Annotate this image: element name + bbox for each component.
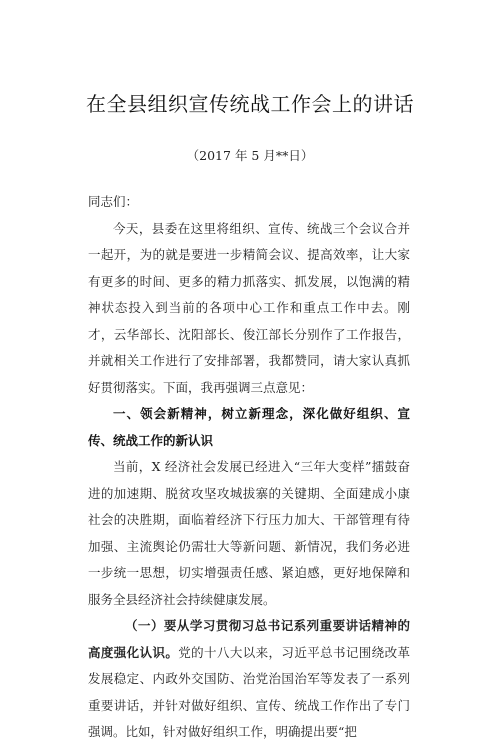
subsection-1-text: 党的十八大以来，习近平总书记围绕改革发展稳定、内政外交国防、治党治国治军等发表了一系列重要讲话，并针对做好组织、宣传、统战工作作出了专门强调。比如，针对做好组织工作，明确提出要“把 [88,644,410,739]
paragraph-intro: 今天，县委在这里将组织、宣传、统战三个会议合并一起开，为的就是要进一步精简会议、提高效率，让大家有更多的时间、更多的精力抓落实、抓发展，以饱满的精神状态投入到当前的各项中心工作和重点工作中去。刚才，云华部长、沈阳部长、俊江部长分别作了工作报告，并就相关工作进行了安排部署，我都赞同，请大家认真抓好贯彻落实。下面，我再强调三点意见： [88,220,410,395]
document-body [88,189,410,746]
document-title: 在全县组织宣传统战工作会上的讲话 [86,92,414,116]
document-date: （2017 年 5 月**日） [186,148,314,163]
section-heading-1: 一、领会新精神，树立新理念，深化做好组织、宣传、统战工作的新认识 [88,406,410,448]
subsection-1-heading: （一）要从学习贯彻习总书记系列重要讲话精神的高度强化认识。 [88,618,410,660]
paragraph-current-situation: 当前，X 经济社会发展已经进入“三年大变样”擂鼓奋进的加速期、脱贫攻坚攻城拔寨的关键期、全面建成小康社会的决胜期，面临着经济下行压力加大、干部管理有待加强、主流舆论仍需壮大等新问题、新情况，我们务必进一步统一思想，切实增强责任感、紧迫感，更好地保障和服务全县经济社会持续健康发展。 [88,459,410,607]
salutation: 同志们： [88,194,139,209]
subsection-1 [88,613,410,746]
